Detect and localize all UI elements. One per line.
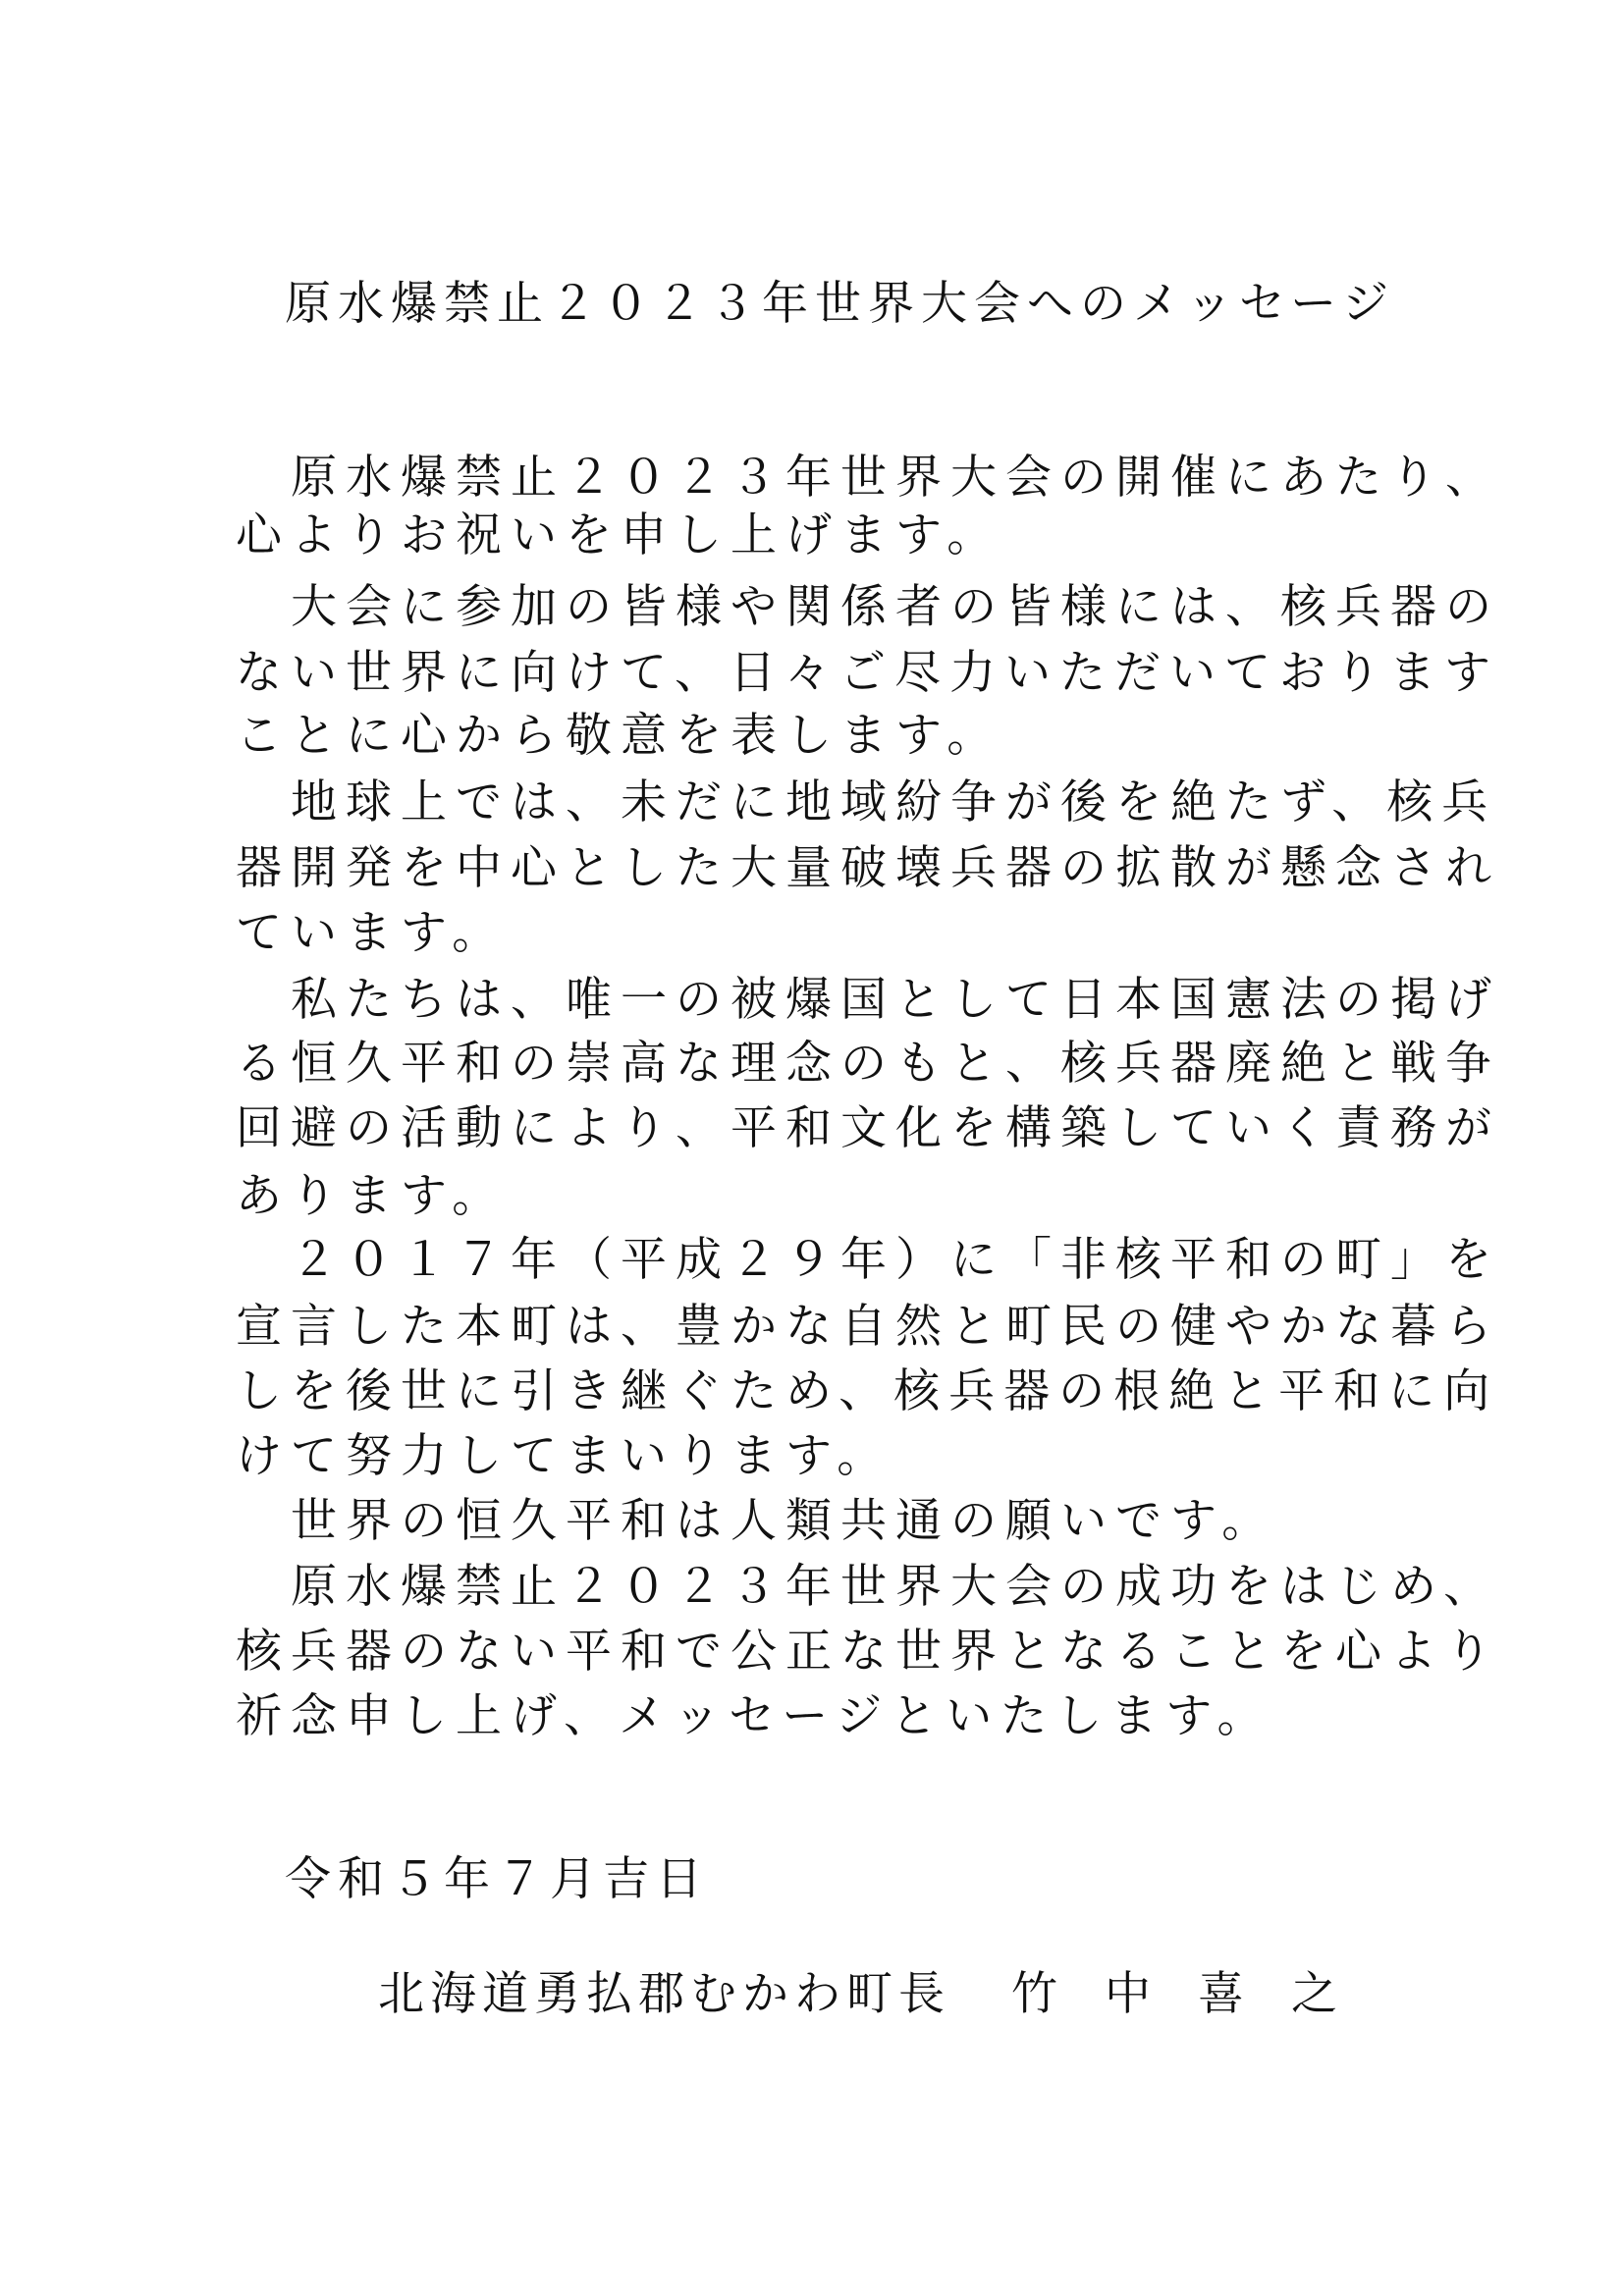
- body-line: 私たちは、唯一の被爆国として日本国憲法の掲げ: [236, 973, 1500, 1027]
- body-line: あります。: [236, 1169, 508, 1223]
- body-line: けて努力してまいります。: [236, 1429, 893, 1483]
- body-line: 回避の活動により、平和文化を構築していく責務が: [236, 1101, 1500, 1155]
- body-line: 地球上では、未だに地域紛争が後を絶たず、核兵: [236, 775, 1497, 829]
- body-line: 核兵器のない平和で公正な世界となることを心より: [236, 1625, 1500, 1679]
- body-line: しを後世に引き継ぐため、核兵器の根絶と平和に向: [236, 1364, 1499, 1418]
- document-date: 令和５年７月吉日: [285, 1852, 709, 1906]
- body-line: ない世界に向けて、日々ご尽力いただいております: [236, 646, 1500, 700]
- body-line: る恒久平和の崇高な理念のもと、核兵器廃絶と戦争: [236, 1037, 1500, 1091]
- body-line: 宣言した本町は、豊かな自然と町民の健やかな暮ら: [236, 1300, 1500, 1354]
- signature-name-char: 之: [1291, 1967, 1343, 2021]
- body-line: 世界の恒久平和は人類共通の願いです。: [236, 1494, 1277, 1548]
- signature-name-char: 竹: [1011, 1967, 1063, 2021]
- signature-name-char: 中: [1105, 1967, 1157, 2021]
- body-line: ２０１７年（平成２９年）に「非核平和の町」を: [236, 1233, 1500, 1287]
- signature-title: 北海道勇払郡むかわ町長: [378, 1967, 950, 2021]
- body-line: 心よりお祝いを申し上げます。: [236, 508, 1002, 562]
- body-line: 大会に参加の皆様や関係者の皆様には、核兵器の: [236, 580, 1500, 634]
- body-line: ています。: [236, 906, 508, 960]
- signature-name-char: 喜: [1198, 1967, 1250, 2021]
- document-title: 原水爆禁止２０２３年世界大会へのメッセージ: [285, 277, 1396, 331]
- body-line: 原水爆禁止２０２３年世界大会の成功をはじめ、: [236, 1560, 1499, 1614]
- body-line: 器開発を中心とした大量破壊兵器の拡散が懸念され: [236, 841, 1500, 895]
- body-line: ことに心から敬意を表します。: [236, 709, 1002, 763]
- body-line: 原水爆禁止２０２３年世界大会の開催にあたり、: [236, 451, 1500, 505]
- signature-block: [378, 1965, 1343, 2024]
- body-line: 祈念申し上げ、メッセージといたします。: [236, 1689, 1272, 1743]
